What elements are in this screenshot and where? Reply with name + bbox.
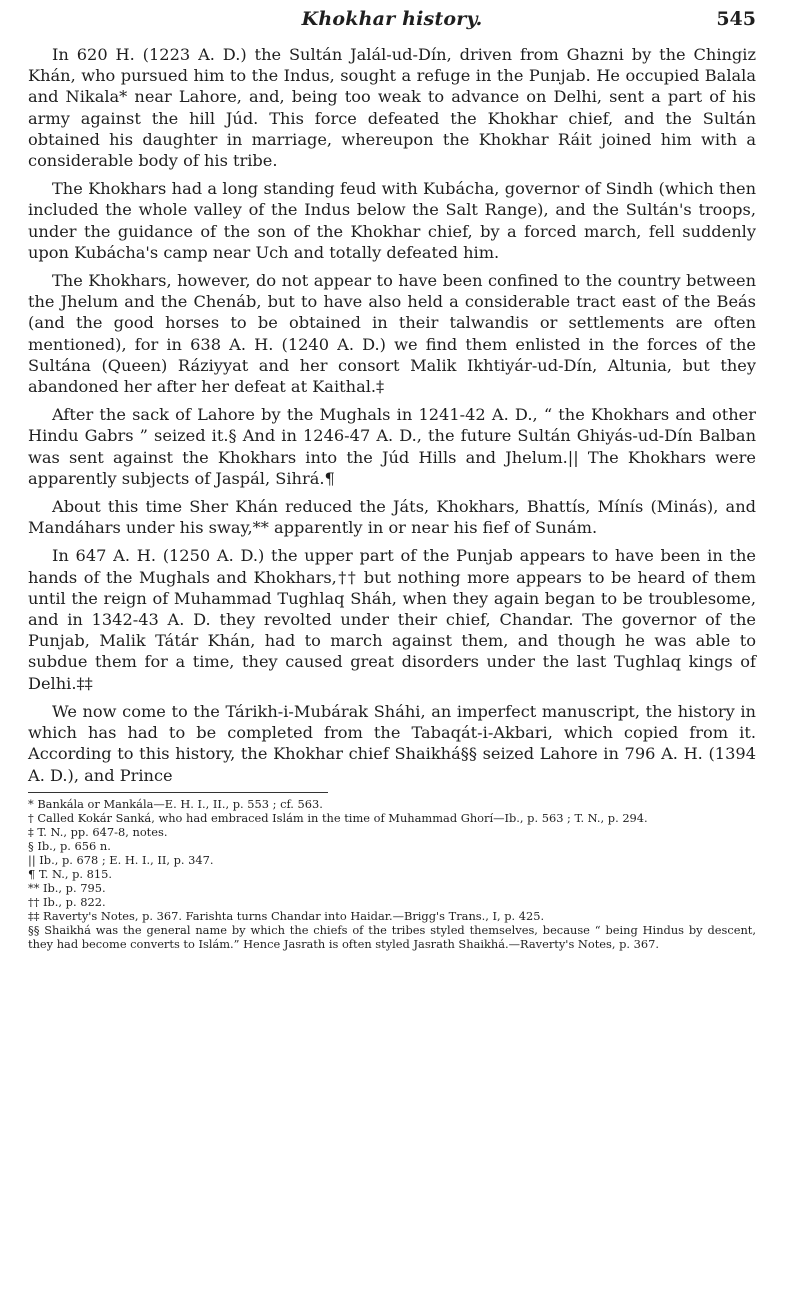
paragraph: We now come to the Tárikh-i-Mubárak Sháhi, an imperfect manuscript, the history in which has had to be completed from the Tabaqát-i-Akbari, which copied from it. According to this history, the Khokhar chief Shaikhá§§ seized Lahore in 796 A. H. (1394 A. D.), and Prince	[28, 701, 756, 785]
footnote: * Bankála or Mankála—E. H. I., II., p. 553 ; cf. 563.	[28, 796, 323, 811]
footnote: ** Ib., p. 795.	[28, 880, 106, 895]
footnote: ‡‡ Raverty's Notes, p. 367. Farishta turns Chandar into Haidar.—Brigg's Trans., I, p. 425.	[28, 908, 545, 923]
paragraph: In 620 H. (1223 A. D.) the Sultán Jalál-ud-Dín, driven from Ghazni by the Chingiz Khán, who pursued him to the Indus, sought a refuge in the Punjab. He occupied Balala and Nikala* near Lahore, and, being too weak to advance on Delhi, sent a part of his army against the hill Júd. This force defeated the Khokhar chief, and the Sultán obtained his daughter in marriage, whereupon the Khokhar Ráit joined him with a considerable body of his tribe.	[28, 45, 756, 171]
paragraph: After the sack of Lahore by the Mughals in 1241-42 A. D., “ the Khokhars and other Hindu Gabrs ” seized it.§ And in 1246-47 A. D., the future Sultán Ghiyás-ud-Dín Balban was sent against the Khokhars into the Júd Hills and Jhelum.|| The Khokhars were apparently subjects of Jaspál, Sihrá.¶	[28, 405, 756, 488]
footnote-divider	[28, 792, 328, 793]
page-header	[28, 0, 756, 44]
footnote: ‡ T. N., pp. 647-8, notes.	[28, 824, 168, 839]
footnote: †† Ib., p. 822.	[28, 894, 106, 909]
running-title: Khokhar history.	[301, 8, 483, 30]
page-number: 545	[716, 8, 756, 30]
paragraph: About this time Sher Khán reduced the Játs, Khokhars, Bhattís, Mínís (Minás), and Mandáhars under his sway,** apparently in or near his fief of Sunám.	[28, 497, 756, 538]
paragraph: The Khokhars had a long standing feud with Kubácha, governor of Sindh (which then included the whole valley of the Indus below the Salt Range), and the Sultán's troops, under the guidance of the son of the Khokhar chief, by a forced march, fell suddenly upon Kubácha's camp near Uch and totally defeated him.	[28, 179, 756, 262]
footnote: || Ib., p. 678 ; E. H. I., II, p. 347.	[28, 852, 214, 867]
footnotes	[28, 797, 756, 951]
paragraph: The Khokhars, however, do not appear to have been confined to the country between the Jhelum and the Chenáb, but to have also held a considerable tract east of the Beás (and the good horses to be obtained in their talwandis or settlements are often mentioned), for in 638 A. H. (1240 A. D.) we find them enlisted in the forces of the Sultána (Queen) Ráziyyat and her consort Malik Ikhtiyár-ud-Dín, Altunia, but they abandoned her after her defeat at Kaithal.‡	[28, 271, 756, 397]
paragraph: In 647 A. H. (1250 A. D.) the upper part of the Punjab appears to have been in the hands of the Mughals and Khokhars,†† but nothing more appears to be heard of them until the reign of Muhammad Tughlaq Sháh, when they again began to be troublesome, and in 1342-43 A. D. they revolted under their chief, Chandar. The governor of the Punjab, Malik Tátár Khán, had to march against them, and though he was able to subdue them for a time, they caused great disorders under the last Tughlaq kings of Delhi.‡‡	[28, 546, 756, 693]
footnote: § Ib., p. 656 n.	[28, 838, 111, 853]
footnote: §§ Shaikhá was the general name by which the chiefs of the tribes styled themselves, because “ being Hindus by descent, they had become converts to Islám.” Hence Jasrath is often styled Jasrath Shaikhá.—Raverty's Notes, p. 367.	[28, 922, 756, 951]
footnote: ¶ T. N., p. 815.	[28, 866, 113, 881]
footnote: † Called Kokár Sanká, who had embraced Islám in the time of Muhammad Ghorí—Ib., p. 563 ; T. N., p. 294.	[28, 810, 648, 825]
main-text	[28, 44, 756, 786]
